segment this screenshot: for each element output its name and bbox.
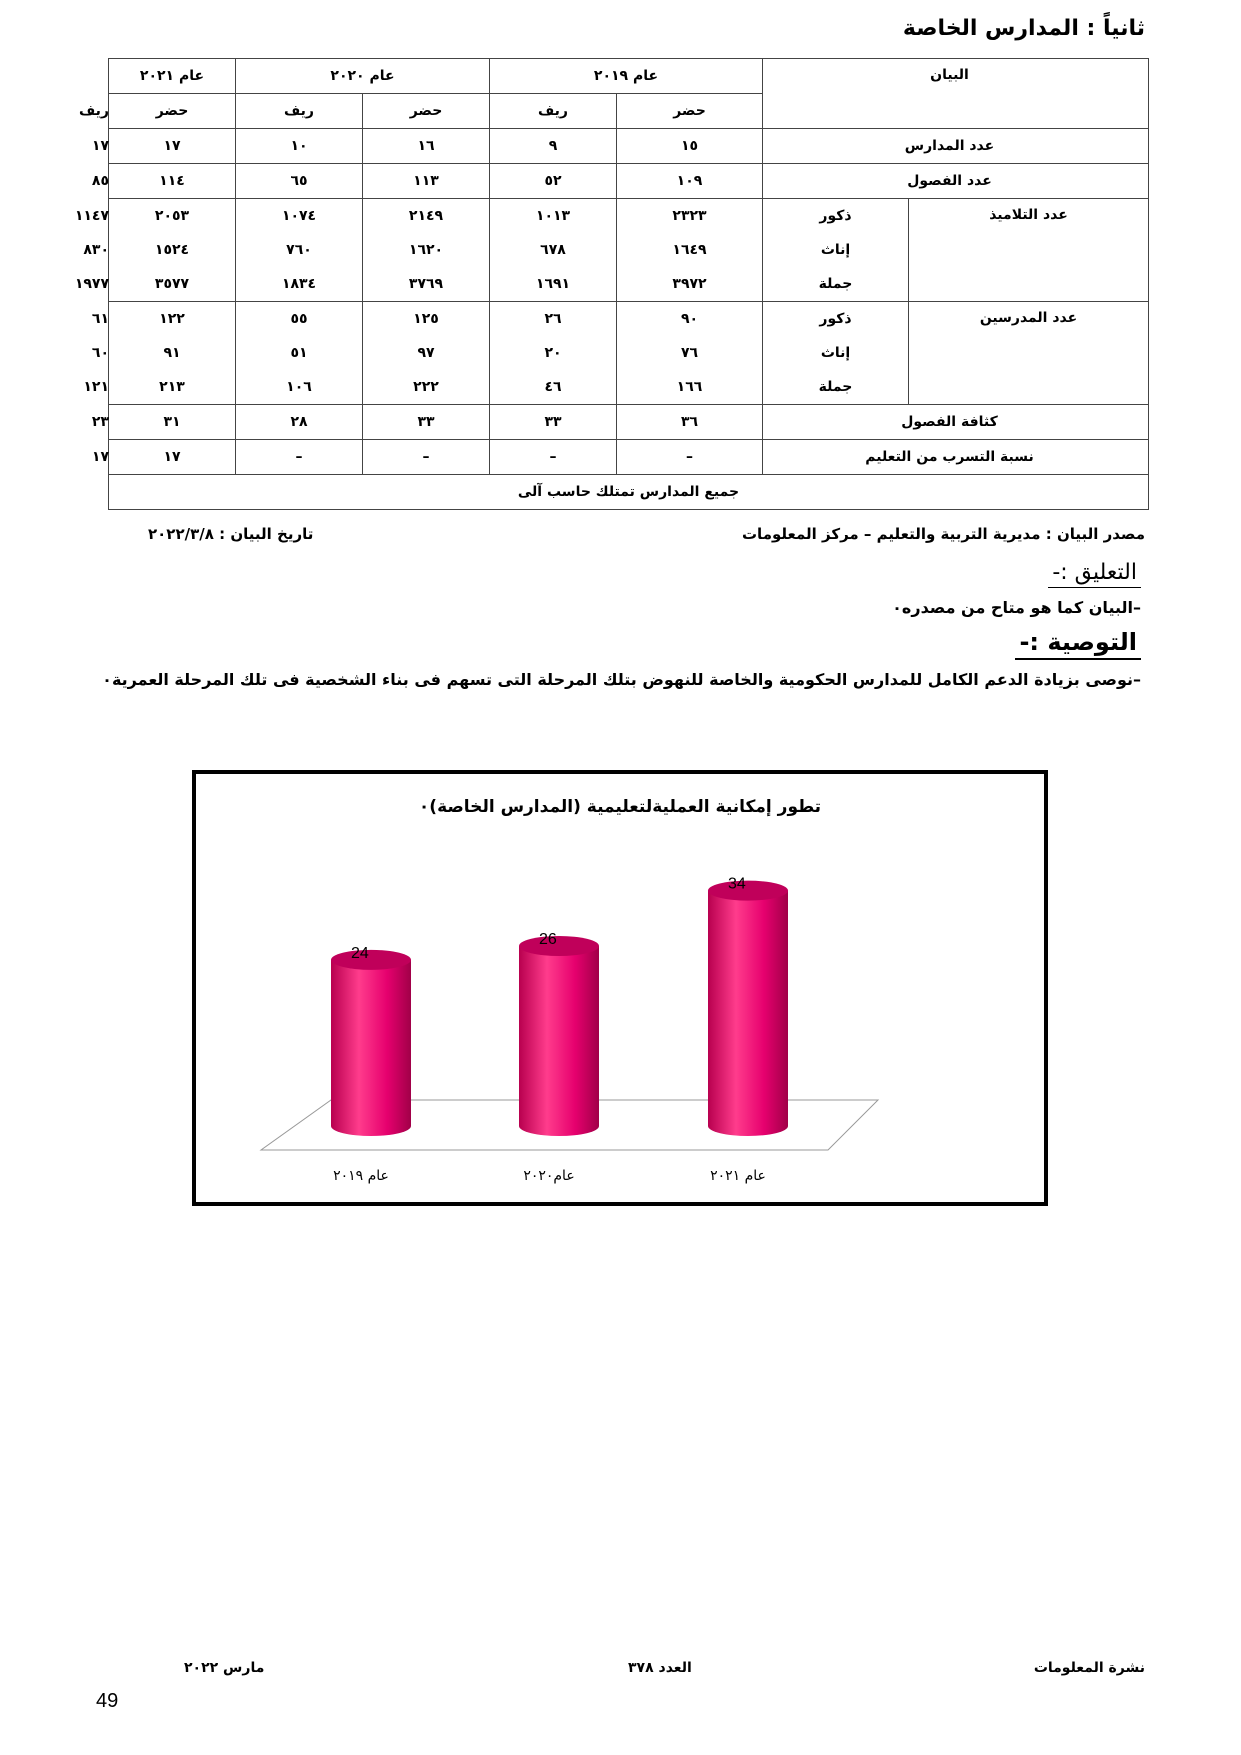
data-source: مصدر البيان : مديرية التربية والتعليم – مركز المعلومات [741,525,1145,543]
chart-frame [192,770,1048,1206]
label-header: البيان [763,59,1149,129]
cell: ٢٣٢٣ [672,208,707,224]
bar [708,891,788,1136]
cell: ٩١ [163,345,181,361]
table-row: عدد الفصول ١٠٩ ٥٢ ١١٣ ٦٥ ١١٤ ٨٥ [109,164,1149,199]
recommendation-heading: التوصية :- [1015,628,1141,660]
table-row: نسبة التسرب من التعليم – – – – ١٧ ١٧ [109,440,1149,475]
cell: ٥٢ [490,164,617,199]
cell: ٤٦ [544,379,562,395]
cell: ٣٦ [617,405,763,440]
cell-stack [617,302,763,405]
cell: ٩٠ [680,311,699,327]
row-label: نسبة التسرب من التعليم [763,440,1149,475]
chart-title: تطور إمكانية العمليةلتعليمية (المدارس الخاصة)٠ [418,797,822,817]
sub-label: ذكور [819,208,852,224]
cell: ٣١ [109,405,236,440]
category-label: عام٢٠٢٠ [523,1168,575,1184]
bar-cap [519,936,599,956]
row-label: كثافة الفصول [763,405,1149,440]
sub-header: حضر [109,94,236,129]
cell: ٣٧٦٩ [408,276,444,292]
cell: ٥٥ [290,311,308,327]
table-row: عدد المدارس ١٥ ٩ ١٦ ١٠ ١٧ ١٧ [109,129,1149,164]
cell: – [363,440,490,475]
cell: ٥١ [290,345,308,361]
cell: – [236,440,363,475]
sub-label: إناث [820,345,851,361]
cell: ٢٦ [544,311,562,327]
cell-stack [363,199,490,302]
sub-header: حضر [363,94,490,129]
sub-header: ريف [490,94,617,129]
cell: ١٠١٣ [535,208,571,224]
footer-issue: العدد ٣٧٨ [628,1660,692,1676]
cell: ١١٣ [363,164,490,199]
row-label: عدد المدارس [763,129,1149,164]
cell: ١٦٤٩ [672,242,707,258]
cell: ٧٦ [680,345,699,361]
bar-cap [708,881,788,901]
cell-stack [236,302,363,405]
cell: – [617,440,763,475]
category-label: عام ٢٠١٩ [333,1168,389,1184]
cell: ١٠٧٤ [281,208,317,224]
cell: ٩٧ [417,345,435,361]
cell: ١٠ [236,129,363,164]
cell: ١٠٦ [286,379,312,395]
footer-publication: نشرة المعلومات [1033,1660,1145,1676]
gender-sub-labels [763,302,909,405]
year-header: عام ٢٠٢١ [109,59,236,94]
table-row: كثافة الفصول ٣٦ ٣٣ ٣٣ ٢٨ ٣١ ٢٣ [109,405,1149,440]
cell: ١٥ [617,129,763,164]
cell-stack [617,199,763,302]
cell: ١٥٢٤ [154,242,190,258]
cell: ٦٧٨ [540,242,566,258]
cell: ١٦ [363,129,490,164]
cell: ٣٥٧٧ [154,276,190,292]
cell: ١٧ [109,440,236,475]
cell-stack [490,302,617,405]
cell: ١٦٩١ [535,276,571,292]
cell: ٣٣ [490,405,617,440]
cell: ٢٠ [544,345,562,361]
data-label: 26 [539,931,557,949]
cell: ٣٣ [363,405,490,440]
recommendation-text: –نوصى بزيادة الدعم الكامل للمدارس الحكومية والخاصة للنهوض بتلك المرحلة التى تسهم فى بناء الشخصية فى تلك المرحلة العمرية٠ [102,670,1141,689]
cell-stack [236,199,363,302]
cell: ١٨٣٤ [281,276,317,292]
cell-stack [490,199,617,302]
comment-heading: التعليق :- [1048,560,1141,588]
cell: ١٧ [109,129,236,164]
row-label: عدد الفصول [763,164,1149,199]
table-row: عدد التلاميذ ذكور إناث جملة ٢٣٢٣ ١٦٤٩ ٣٩٧٢ ١٠١٣ ٦٧٨ ١٦٩١ ٢١٤٩ ١٦٢٠ ٣٧٦٩ ١٠٧٤ ٧٦٠ ١٨٣٤ ٢٠٥٣ ١٥٢٤ ٣٥٧٧ ١١٤٧ ٨٣٠ ١٩٧٧ [109,199,1149,302]
page-title: ثانياً : المدارس الخاصة [902,16,1145,41]
sub-label: جملة [818,379,853,395]
sub-header: ريف [236,94,363,129]
gender-sub-labels [763,199,909,302]
year-header: عام ٢٠١٩ [490,59,763,94]
bar-chart [196,774,1044,1202]
sub-label: جملة [818,276,853,292]
cell: ٣٩٧٢ [672,276,707,292]
row-label: عدد التلاميذ [909,199,1149,302]
year-header: عام ٢٠٢٠ [236,59,490,94]
sub-header: حضر [617,94,763,129]
cell: ١٦٦ [676,379,703,395]
footer-date: مارس ٢٠٢٢ [184,1660,265,1676]
page-number: 49 [96,1690,119,1712]
cell-stack [109,302,236,405]
cell: ٩ [490,129,617,164]
bar-cap [331,950,411,970]
cell: ٢٢٢ [413,379,439,395]
data-label: 34 [728,875,746,893]
cell: ١٠٩ [617,164,763,199]
bar [519,946,599,1136]
cell-stack [109,199,236,302]
sub-label: إناث [820,242,851,258]
table-row: عدد المدرسين ذكور إناث جملة ٩٠ ٧٦ ١٦٦ ٢٦ ٢٠ ٤٦ ١٢٥ ٩٧ ٢٢٢ ٥٥ ٥١ ١٠٦ ١٢٢ ٩١ ٢١٣ ٦١ ٦٠ ١٢١ [109,302,1149,405]
cell: – [490,440,617,475]
row-label: عدد المدرسين [909,302,1149,405]
comment-text: –البيان كما هو متاح من مصدره٠ [892,598,1141,617]
cell: ٢٠٥٣ [154,208,190,224]
cell: ١١٤ [109,164,236,199]
bar [331,960,411,1136]
table-note: جميع المدارس تمتلك حاسب آلى [109,475,1149,510]
cell-stack [363,302,490,405]
sub-label: ذكور [819,311,852,327]
cell: ١٦٢٠ [408,242,444,258]
cell: ٦٥ [236,164,363,199]
cell: ٢٨ [236,405,363,440]
cell: ١٢٥ [413,311,439,327]
cell: ٧٦٠ [286,242,312,258]
data-label: 24 [351,944,369,962]
cell: ٢١٣ [159,379,185,395]
cell: ٢١٤٩ [408,208,444,224]
private-schools-table: البيان عام ٢٠١٩ عام ٢٠٢٠ عام ٢٠٢١ حضر ريف حضر ريف حضر ريف عدد المدارس ١٥ ٩ ١٦ ١٠ ١٧ ١٧ عدد الفصول ١٠٩ ٥٢ ١١٣ ٦٥ ١١٤ ٨٥ عدد التلاميذ ذكور إناث جملة ٢٣٢٣ ١٦٤٩ ٣٩٧٢ ١٠١٣ ٦٧٨ ١٦٩١ ٢١٤٩ ١٦٢٠ ٣٧٦٩ ١٠٧٤ ٧٦٠ ١٨٣٤ ٢٠٥٣ ١٥٢٤ ٣٥٧٧ ١١٤٧ ٨٣٠ ١٩٧٧ عدد المدرسين ذكور إناث جملة ٩٠ ٧٦ ١٦٦ ٢٦ ٢٠ ٤٦ ١٢٥ ٩٧ ٢٢٢ ٥٥ ٥١ ١٠٦ ١٢٢ ٩١ ٢١٣ ٦١ ٦٠ ١٢١ كثافة الفصول ٣٦ ٣٣ ٣٣ ٢٨ ٣١ ٢٣ نسبة التسرب من التعليم – – – – ١٧ ١٧ جميع المدارس تمتلك حاسب آلى [108,58,1149,510]
cell: ١٢٢ [159,311,185,327]
data-date: تاريخ البيان : ٢٠٢٢/٣/٨ [148,525,314,543]
category-label: عام ٢٠٢١ [710,1168,766,1184]
